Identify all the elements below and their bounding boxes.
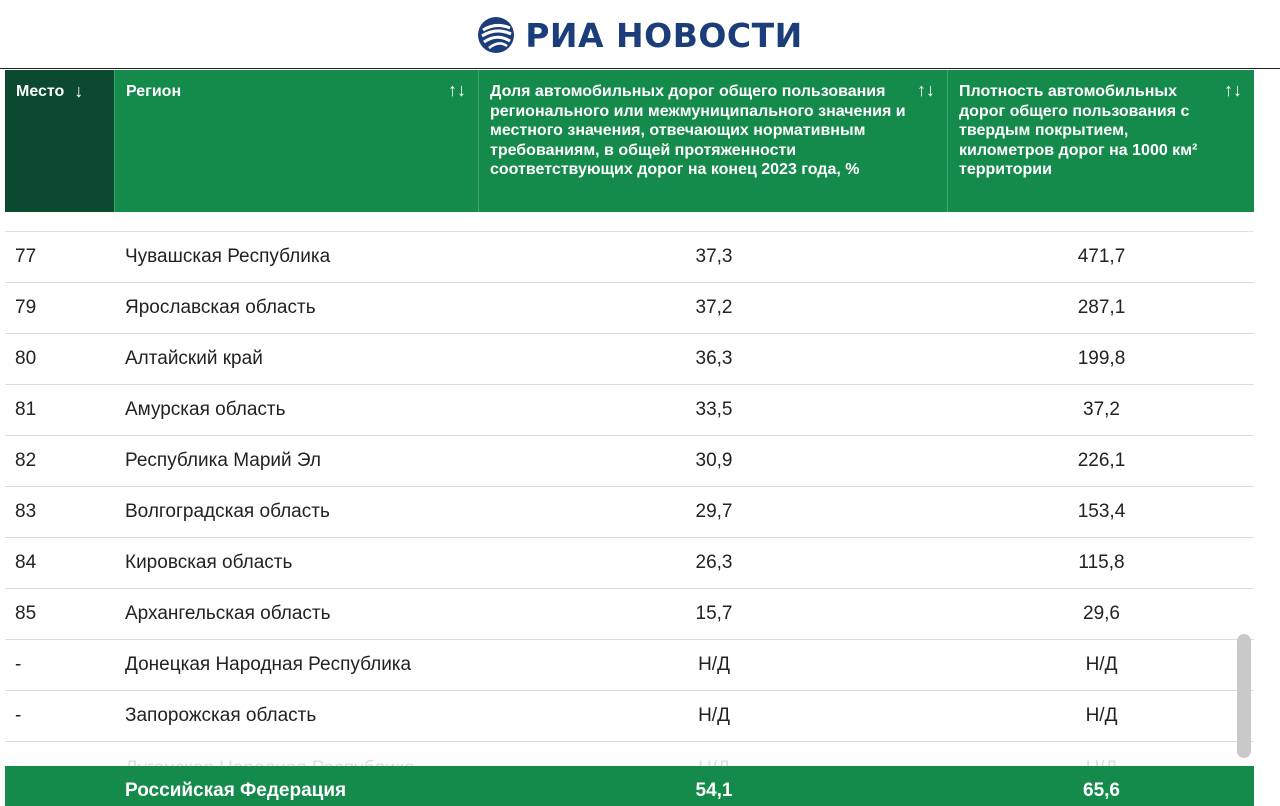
cell-density: Н/Д [1085, 654, 1118, 675]
cell-place: 79 [15, 297, 37, 318]
cell-share: 15,7 [695, 603, 733, 624]
table-row[interactable] [5, 538, 1254, 589]
column-header-share[interactable] [478, 70, 947, 212]
cell-region: Кировская область [125, 552, 293, 573]
cell-place [5, 766, 114, 806]
table-row[interactable] [5, 487, 1254, 538]
cell-place: 85 [15, 603, 37, 624]
column-header-label: Плотность автомобильных дорог общего пользования с твердым покрытием, километров дорог на 1000 км² территории [959, 83, 1198, 178]
cell-share [479, 742, 949, 768]
cell-density: 65,6 [1083, 780, 1120, 801]
vertical-scrollbar-thumb[interactable] [1237, 634, 1251, 758]
cell-place: - [15, 705, 22, 726]
cell-place: 77 [15, 246, 37, 267]
site-header [0, 0, 1280, 69]
ranking-table [5, 70, 1254, 806]
cell-place: 84 [15, 552, 37, 573]
cell-density: 29,6 [1083, 603, 1120, 624]
cell-density: Н/Д [1085, 705, 1118, 726]
ria-globe-icon [477, 16, 515, 54]
table-row[interactable] [5, 283, 1254, 334]
sort-toggle-icon[interactable]: ↑↓ [917, 80, 935, 100]
column-header-density[interactable] [947, 70, 1254, 212]
cell-share: 54,1 [695, 780, 733, 801]
table-row[interactable] [5, 691, 1254, 742]
cell-region: Чувашская Республика [125, 246, 331, 267]
cell-density: 471,7 [1077, 246, 1126, 267]
table-row[interactable] [5, 232, 1254, 283]
cell-share: 33,5 [695, 399, 733, 420]
cell-region: Ярославская область [125, 297, 316, 318]
cell-density: 153,4 [1077, 501, 1126, 522]
cell-region: Волгоградская область [125, 501, 330, 522]
cell-region: Российская Федерация [125, 780, 347, 801]
table-row-partial [5, 742, 1254, 768]
table-header [5, 70, 1254, 212]
table-body [5, 212, 1254, 768]
cell-density: 226,1 [1077, 450, 1126, 471]
cell-density: 37,2 [1083, 399, 1120, 420]
sort-toggle-icon[interactable]: ↑↓ [1224, 80, 1242, 100]
cell-share: Н/Д [698, 654, 730, 675]
column-header-label: Доля автомобильных дорог общего пользования регионального или межмуниципального значения и местного значения, отвечающих нормативным требованиям, в общей протяженности соответствующих дорог на конец 2023 года, % [490, 83, 906, 178]
table-total-row [5, 766, 1254, 806]
cell-place [5, 742, 114, 768]
cell-place: 82 [15, 450, 37, 471]
cell-region: Архангельская область [125, 603, 331, 624]
sort-toggle-icon[interactable]: ↑↓ [448, 80, 466, 100]
cell-share: Н/Д [698, 705, 730, 726]
table-row[interactable] [5, 385, 1254, 436]
cell-region: Алтайский край [125, 348, 263, 369]
cell-density: 115,8 [1078, 552, 1125, 573]
cell-region: Донецкая Народная Республика [125, 654, 412, 675]
column-header-label: Регион [126, 83, 182, 100]
sort-descending-icon[interactable]: ↓ [74, 81, 84, 101]
cell-share: 30,9 [695, 450, 733, 471]
cell-region: Амурская область [125, 399, 286, 420]
table-row[interactable] [5, 334, 1254, 385]
cell-place: 83 [15, 501, 37, 522]
cell-region: Запорожская область [125, 705, 317, 726]
cell-region [114, 742, 479, 768]
table-row[interactable] [5, 589, 1254, 640]
column-header-place[interactable] [5, 70, 114, 212]
table-row[interactable] [5, 436, 1254, 487]
cell-place: 81 [15, 399, 37, 420]
cell-place: - [15, 654, 22, 675]
cell-density [949, 742, 1254, 768]
brand-name: РИА НОВОСТИ [525, 15, 803, 55]
cell-region: Республика Марий Эл [125, 450, 322, 471]
column-header-label: Место [16, 83, 65, 100]
cell-share: 26,3 [695, 552, 733, 573]
cell-share: 37,2 [695, 297, 733, 318]
ria-logo[interactable] [477, 16, 803, 55]
column-header-region[interactable] [114, 70, 478, 212]
cell-share: 36,3 [695, 348, 733, 369]
cell-share: 37,3 [695, 246, 733, 267]
cell-place: 80 [15, 348, 37, 369]
cell-share: 29,7 [695, 501, 733, 522]
cell-density: 287,1 [1077, 297, 1126, 318]
table-row[interactable] [5, 640, 1254, 691]
cell-density: 199,8 [1077, 348, 1126, 369]
table-row-cut-off [5, 212, 1254, 232]
